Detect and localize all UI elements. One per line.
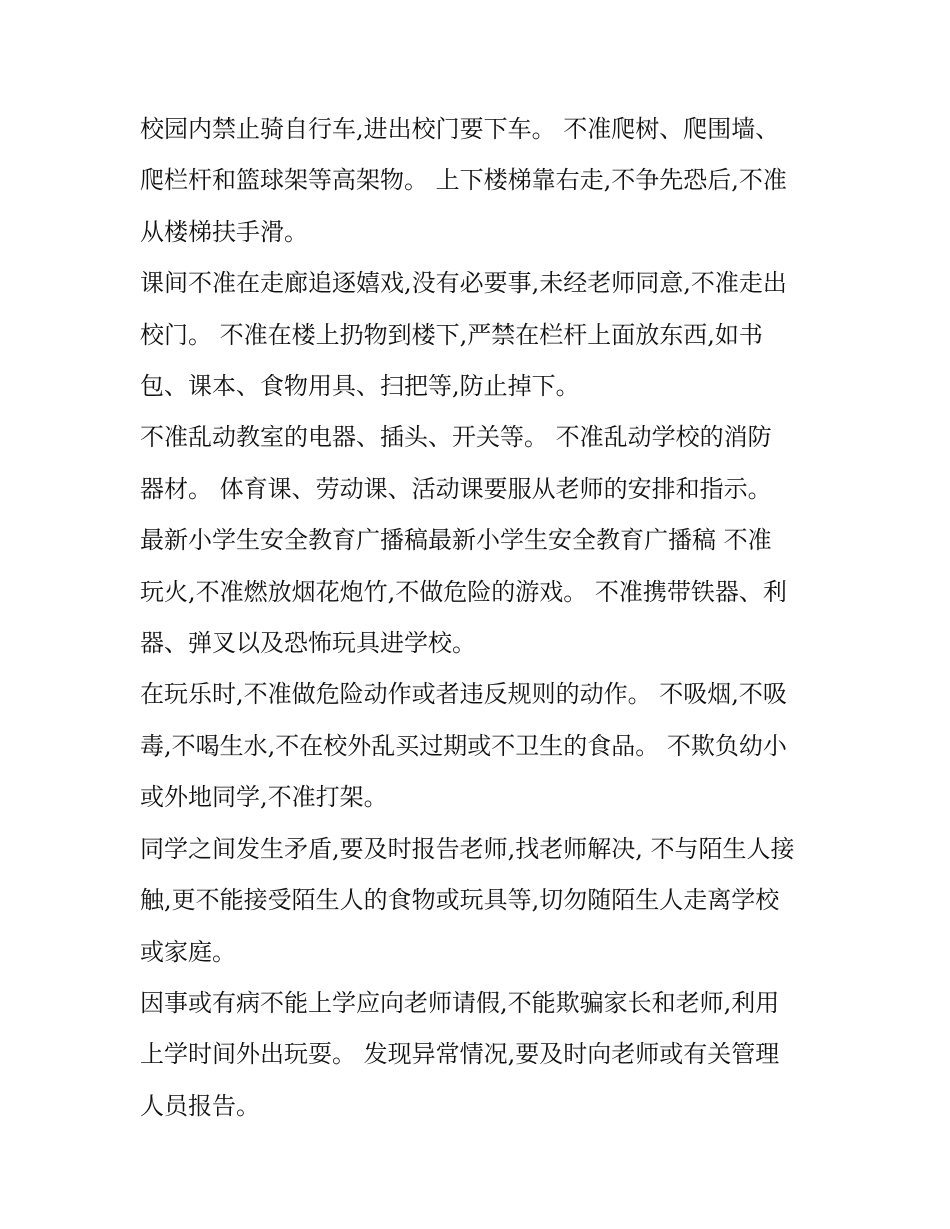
paragraph-leave-report: 因事或有病不能上学应向老师请假,不能欺骗家长和老师,利用 上学时间外出玩耍。 发现异常情况,要及时向老师或有关管理 人员报告。 <box>140 988 780 1120</box>
document-body <box>140 104 812 1132</box>
paragraph-electrical-equipment: 不准乱动教室的电器、插头、开关等。 不准乱动学校的消防 器材。 体育课、劳动课、活动课要服从老师的安排和指示。 <box>140 423 772 503</box>
paragraph-conflicts-strangers: 同学之间发生矛盾,要及时报告老师,找老师解决, 不与陌生人接 触,更不能接受陌生人的食物或玩具等,切勿随陌生人走离学校 或家庭。 <box>140 834 795 966</box>
paragraph-corridor-railing: 课间不准在走廊追逐嬉戏,没有必要事,未经老师同意,不准走出 校门。 不准在楼上扔物到楼下,严禁在栏杆上面放东西,如书 包、课本、食物用具、扫把等,防止掉下。 <box>140 269 787 401</box>
paragraph-fire-dangerous-items: 最新小学生安全教育广播稿最新小学生安全教育广播稿 不准 玩火,不准燃放烟花炮竹,不做危险的游戏。 不准携带铁器、利 器、弹叉以及恐怖玩具进学校。 <box>140 526 787 658</box>
paragraph-play-safety: 在玩乐时,不准做危险动作或者违反规则的动作。 不吸烟,不吸 毒,不喝生水,不在校外乱买过期或不卫生的食品。 不欺负幼小 或外地同学,不准打架。 <box>140 680 787 812</box>
paragraph-bicycle-climbing-stairs: 校园内禁止骑自行车,进出校门要下车。 不准爬树、爬围墙、 爬栏杆和篮球架等高架物。 上下楼梯靠右走,不争先恐后,不准 从楼梯扶手滑。 <box>140 115 787 246</box>
